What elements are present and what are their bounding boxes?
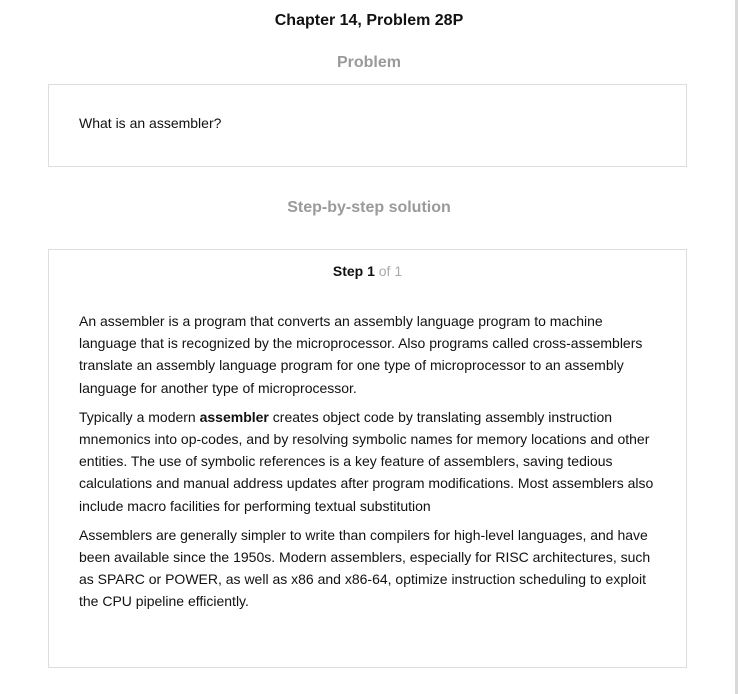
problem-heading: Problem <box>336 54 401 71</box>
step-header <box>49 263 686 279</box>
paragraph-2-rest: creates object code by translating assembly instruction mnemonics into op-codes, and by resolving symbolic names for memory locations and other entities. The use of symbolic references is a key feature of assemblers, saving tedious calculations and manual address updates after program modifications. Most assemblers also include macro facilities for performing textual substitution <box>79 408 654 514</box>
step-count: of 1 <box>378 263 403 279</box>
solution-paragraph-3: Assemblers are generally simpler to write than compilers for high-level languages, and have been available since the 1950s. Modern assemblers, especially for RISC architectures, such as SPARC or POWER, as well as x86 and x86-64, optimize instruction scheduling to exploit the CPU pipeline efficiently. <box>79 526 651 610</box>
page-title: Chapter 14, Problem 28P <box>274 12 464 29</box>
solution-paragraph-1: An assembler is a program that converts an assembly language program to machine language that is recognized by the microprocessor. Also programs called cross-assemblers translate an assembly language program for one type of microprocessor to an assembly language for another type of microprocessor. <box>79 313 643 396</box>
step-body <box>79 310 664 620</box>
paragraph-2-lead: Typically a modern <box>79 408 200 425</box>
solution-card <box>48 249 687 668</box>
step-label: Step 1 <box>332 263 375 279</box>
problem-card <box>48 84 687 167</box>
solution-heading: Step-by-step solution <box>287 199 451 216</box>
solution-paragraph-2 <box>79 406 664 517</box>
problem-question: What is an assembler? <box>79 115 222 131</box>
assembler-term: assembler <box>199 408 269 425</box>
